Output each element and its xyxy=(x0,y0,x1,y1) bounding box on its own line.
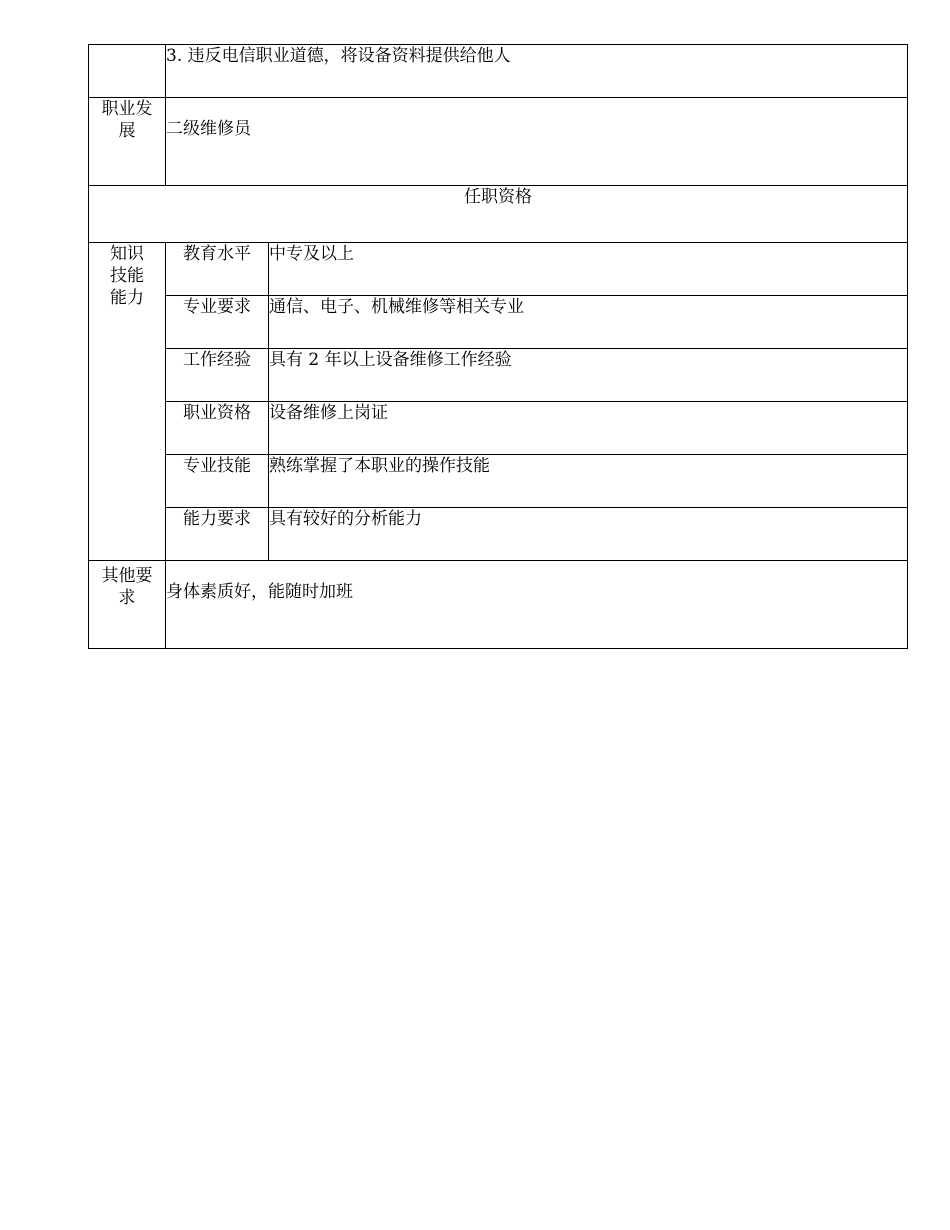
row-label: 教育水平 xyxy=(166,243,269,296)
table-row-other xyxy=(89,561,908,649)
row-value: 具有 2 年以上设备维修工作经验 xyxy=(269,349,908,402)
table-row-section xyxy=(89,186,908,243)
knowledge-label: 知识技能能力 xyxy=(89,243,166,561)
row-label: 能力要求 xyxy=(166,508,269,561)
table-row xyxy=(89,455,908,508)
row-value: 设备维修上岗证 xyxy=(269,402,908,455)
career-label: 职业发展 xyxy=(89,98,166,186)
row-value: 具有较好的分析能力 xyxy=(269,508,908,561)
row-value: 中专及以上 xyxy=(269,243,908,296)
empty-label-cell xyxy=(89,45,166,98)
row-label: 专业要求 xyxy=(166,296,269,349)
row-label: 工作经验 xyxy=(166,349,269,402)
continuation-text: 3. 违反电信职业道德，将设备资料提供给他人 xyxy=(166,45,908,98)
table-row xyxy=(89,243,908,296)
table-row-career xyxy=(89,98,908,186)
table-row xyxy=(89,402,908,455)
table-row xyxy=(89,349,908,402)
other-label: 其他要求 xyxy=(89,561,166,649)
table-row xyxy=(89,508,908,561)
row-value: 通信、电子、机械维修等相关专业 xyxy=(269,296,908,349)
section-title: 任职资格 xyxy=(89,186,908,243)
row-value: 熟练掌握了本职业的操作技能 xyxy=(269,455,908,508)
career-value: 二级维修员 xyxy=(166,98,908,186)
job-description-table xyxy=(88,44,908,649)
row-label: 专业技能 xyxy=(166,455,269,508)
other-value: 身体素质好，能随时加班 xyxy=(166,561,908,649)
table-row xyxy=(89,296,908,349)
row-label: 职业资格 xyxy=(166,402,269,455)
table-row-continuation xyxy=(89,45,908,98)
